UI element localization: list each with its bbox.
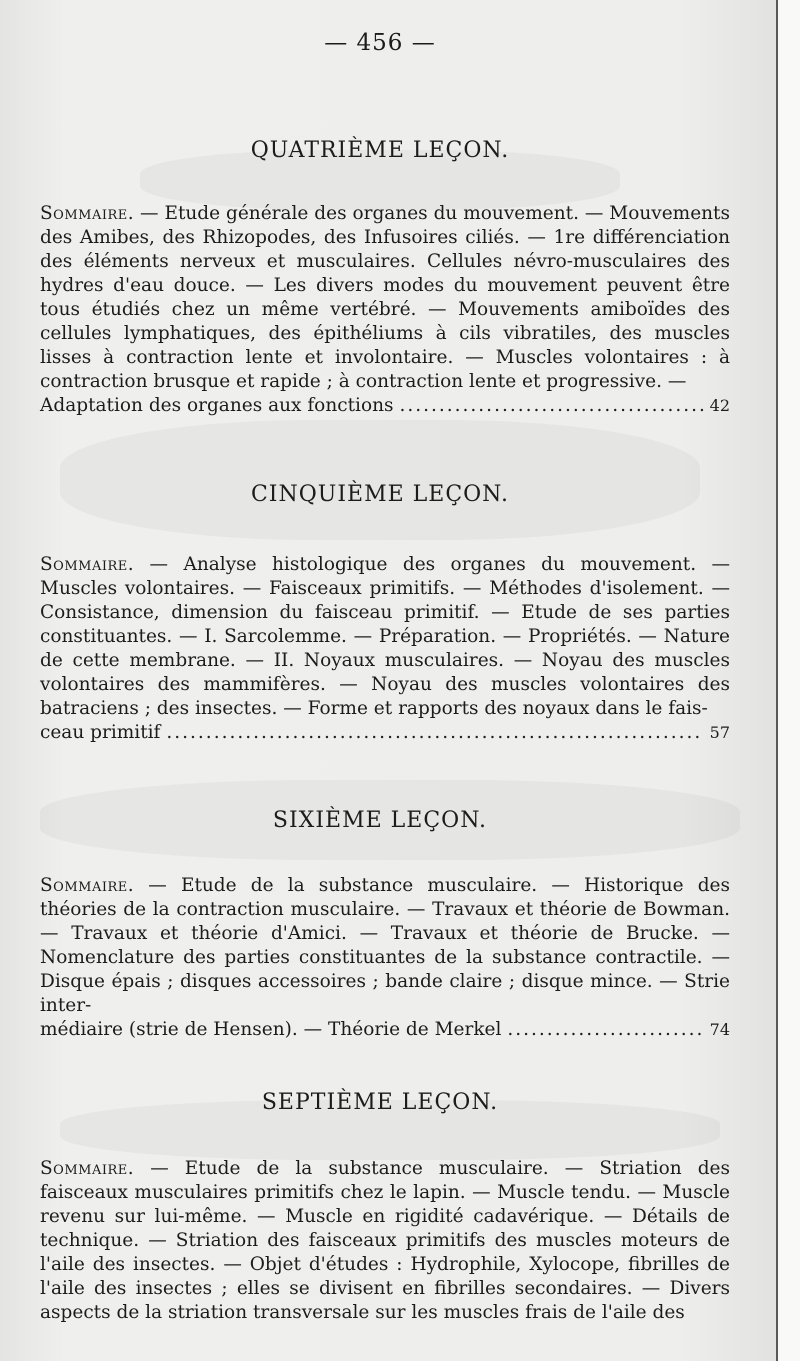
summary-paragraph xyxy=(40,202,730,394)
summary-paragraph xyxy=(40,874,730,1018)
page-margin-right xyxy=(778,0,800,1361)
section-heading: SIXIÈME LEÇON. xyxy=(272,808,488,833)
toc-entry-line xyxy=(40,721,730,745)
section-heading: SEPTIÈME LEÇON. xyxy=(261,1090,499,1115)
page-reference: 57 xyxy=(709,723,730,742)
toc-entry-text: ceau primitif xyxy=(40,722,161,743)
page-reference: 42 xyxy=(709,396,730,415)
section-heading: QUATRIÈME LEÇON. xyxy=(250,138,510,163)
dot-leader xyxy=(400,394,704,418)
summary-text: — Analyse histologique des organes du mouvement. — Muscles volontaires. — Faisceaux primitifs. — Méthodes d'isolement. — Consistance, dimension du faisceau primitif. — Etude de ses parties constituantes. — I. Sarcolemme. — Préparation. — Propriétés. — Nature de cette membrane. — II. Noyaux musculaires. — Noyau des muscles volontaires des mammifères. — Noyau des muscles volontaires des batraciens ; des insectes. — Forme et rapports des noyaux dans le fais- xyxy=(40,554,730,719)
summary-text: — Etude générale des organes du mouvement. — Mouvements des Amibes, des Rhizopodes, des Infusoires ciliés. — 1re différenciation des éléments nerveux et musculaires. Cellules névro-musculaires des hydres d'eau douce. — Les divers modes du mouvement peuvent être tous étudiés chez un même vertébré. — Mouvements amiboïdes des cellules lymphatiques, des épithéliums à cils vibratiles, des muscles lisses à contraction lente et involontaire. — Muscles volontaires : à contraction brusque et rapide ; à contraction lente et progressive. — xyxy=(40,203,730,392)
summary-label: Sommaire. xyxy=(40,554,135,575)
summary-label: Sommaire. xyxy=(40,875,135,896)
summary-paragraph xyxy=(40,553,730,721)
section-summary xyxy=(40,1157,730,1325)
toc-entry-text: Adaptation des organes aux fonctions xyxy=(40,395,394,416)
toc-entry-line xyxy=(40,1018,730,1042)
dot-leader xyxy=(507,1018,703,1042)
page-reference: 74 xyxy=(709,1020,730,1039)
page-edge xyxy=(776,0,778,1361)
summary-label: Sommaire. xyxy=(40,203,135,224)
summary-label: Sommaire. xyxy=(40,1158,135,1179)
section-summary xyxy=(40,202,730,418)
summary-text: — Etude de la substance musculaire. — Historique des théories de la contraction musculaire. — Travaux et théorie de Bowman. — Travaux et théorie d'Amici. — Travaux et théorie de Brucke. — Nomenclature des parties constituantes de la substance contractile. — Disque épais ; disques accessoires ; bande claire ; disque mince. — Strie inter- xyxy=(40,875,730,1016)
section-summary xyxy=(40,553,730,745)
summary-paragraph xyxy=(40,1157,730,1325)
summary-text: — Etude de la substance musculaire. — Striation des faisceaux musculaires primitifs chez le lapin. — Muscle tendu. — Muscle revenu sur lui-même. — Muscle en rigidité cadavérique. — Détails de technique. — Striation des faisceaux primitifs des muscles moteurs de l'aile des insectes. — Objet d'études : Hydrophile, Xylocope, fibrilles de l'aile des insectes ; elles se divisent en fibrilles secondaires. — Divers aspects de la striation transversale sur les muscles frais de l'aile des xyxy=(40,1158,730,1323)
section-summary xyxy=(40,874,730,1042)
section-heading: CINQUIÈME LEÇON. xyxy=(250,482,510,507)
toc-entry-text: médiaire (strie de Hensen). — Théorie de Merkel xyxy=(40,1019,502,1040)
toc-entry-line xyxy=(40,394,730,418)
page-number: — 456 — xyxy=(324,30,436,56)
dot-leader xyxy=(166,721,703,745)
show-through-smudge xyxy=(60,420,700,540)
